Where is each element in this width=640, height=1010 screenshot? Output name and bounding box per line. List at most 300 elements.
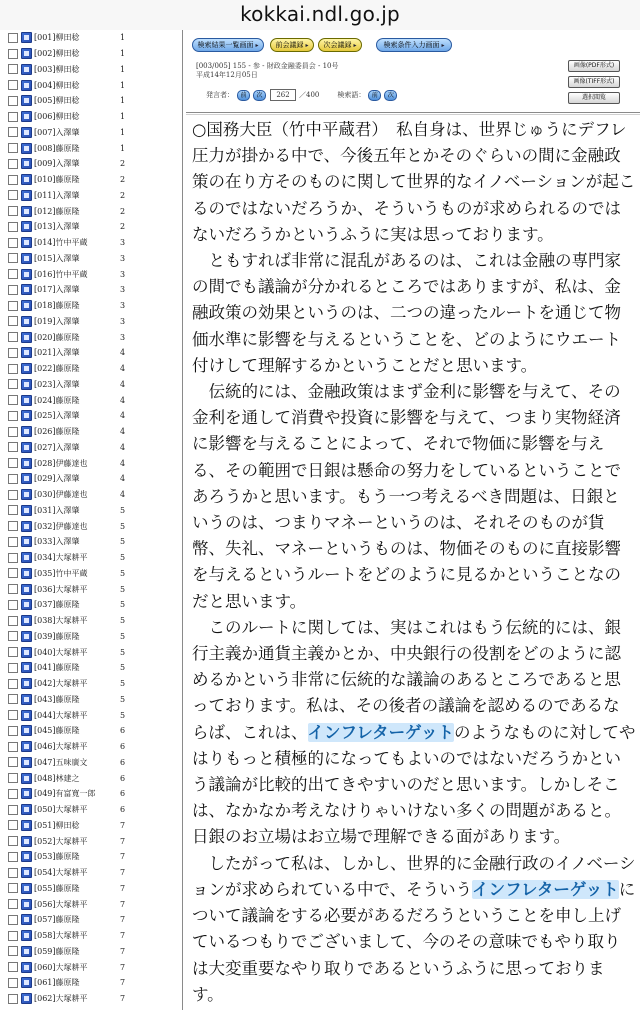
- speaker-list-item[interactable]: [0, 723, 182, 739]
- speaker-name[interactable]: [014]竹中平蔵: [34, 238, 88, 248]
- speaker-name[interactable]: [027]入澤肇: [34, 442, 80, 452]
- speaker-list-item[interactable]: [0, 266, 182, 282]
- speaker-checkbox[interactable]: [8, 836, 18, 846]
- speaker-checkbox[interactable]: [8, 694, 18, 704]
- select-view-button[interactable]: 選択閲覧: [568, 92, 620, 104]
- speaker-list-item[interactable]: [0, 944, 182, 960]
- speaker-name[interactable]: [053]藤原隆: [34, 852, 80, 862]
- speaker-checkbox[interactable]: [8, 490, 18, 500]
- speaker-list-item[interactable]: [0, 140, 182, 156]
- speaker-name[interactable]: [011]入澤肇: [34, 190, 80, 200]
- speaker-list-item[interactable]: [0, 408, 182, 424]
- speaker-checkbox[interactable]: [8, 584, 18, 594]
- speaker-list-item[interactable]: [0, 692, 182, 708]
- speaker-checkbox[interactable]: [8, 159, 18, 169]
- speaker-list-item[interactable]: [0, 235, 182, 251]
- document-icon[interactable]: [21, 694, 32, 705]
- document-icon[interactable]: [21, 536, 32, 547]
- document-icon[interactable]: [21, 190, 32, 201]
- document-icon[interactable]: [21, 836, 32, 847]
- speaker-page-number: 1: [120, 80, 126, 90]
- speaker-name[interactable]: [052]大塚耕平: [34, 836, 88, 846]
- speaker-list-item[interactable]: [0, 849, 182, 865]
- speaker-checkbox[interactable]: [8, 915, 18, 925]
- speaker-checkbox[interactable]: [8, 868, 18, 878]
- speaker-name[interactable]: [010]藤原隆: [34, 175, 80, 185]
- speaker-page-number: 5: [120, 505, 126, 515]
- speaker-checkbox[interactable]: [8, 710, 18, 720]
- speaker-checkbox[interactable]: [8, 127, 18, 137]
- speaker-name[interactable]: [048]林建之: [34, 773, 80, 783]
- document-icon[interactable]: [21, 426, 32, 437]
- speaker-checkbox[interactable]: [8, 190, 18, 200]
- speaker-checkbox[interactable]: [8, 805, 18, 815]
- speaker-list-item[interactable]: [0, 818, 182, 834]
- speaker-checkbox[interactable]: [8, 96, 18, 106]
- speaker-page-number: 4: [120, 348, 126, 358]
- speaker-name[interactable]: [024]藤原隆: [34, 395, 80, 405]
- speaker-name[interactable]: [056]大塚耕平: [34, 899, 88, 909]
- document-icon[interactable]: [21, 725, 32, 736]
- speaker-name[interactable]: [018]藤原隆: [34, 301, 80, 311]
- speaker-name[interactable]: [041]藤原隆: [34, 663, 80, 673]
- speaker-checkbox[interactable]: [8, 285, 18, 295]
- speaker-list-item[interactable]: [0, 755, 182, 771]
- speaker-checkbox[interactable]: [8, 757, 18, 767]
- speaker-list-item[interactable]: [0, 251, 182, 267]
- speaker-checkbox[interactable]: [8, 773, 18, 783]
- speaker-name[interactable]: [046]大塚耕平: [34, 742, 88, 752]
- speaker-checkbox[interactable]: [8, 726, 18, 736]
- speaker-name[interactable]: [049]有富寛一郎: [34, 789, 96, 799]
- speaker-name[interactable]: [007]入澤肇: [34, 127, 80, 137]
- speaker-list-item[interactable]: [0, 865, 182, 881]
- speaker-list-item[interactable]: [0, 534, 182, 550]
- document-icon[interactable]: [21, 757, 32, 768]
- speaker-checkbox[interactable]: [8, 332, 18, 342]
- speaker-name[interactable]: [060]大塚耕平: [34, 962, 88, 972]
- document-icon[interactable]: [21, 284, 32, 295]
- speaker-name[interactable]: [039]藤原隆: [34, 631, 80, 641]
- speaker-prev-button[interactable]: 前: [237, 90, 250, 101]
- speaker-name[interactable]: [012]藤原隆: [34, 206, 80, 216]
- pdf-image-button[interactable]: 画像(PDF形式): [568, 60, 620, 72]
- speaker-page-number: 6: [120, 757, 126, 767]
- speaker-name[interactable]: [051]柳田稔: [34, 820, 80, 830]
- speaker-checkbox[interactable]: [8, 411, 18, 421]
- speaker-name[interactable]: [059]藤原隆: [34, 946, 80, 956]
- speaker-list-item[interactable]: [0, 518, 182, 534]
- speaker-name[interactable]: [003]柳田稔: [34, 64, 80, 74]
- divider: [186, 112, 640, 115]
- document-icon[interactable]: [21, 946, 32, 957]
- search-conditions-button[interactable]: 検索条件入力画面 ▸: [376, 38, 452, 52]
- document-icon[interactable]: [21, 489, 32, 500]
- speaker-name[interactable]: [013]入澤肇: [34, 222, 80, 232]
- speaker-list-item[interactable]: [0, 109, 182, 125]
- document-icon[interactable]: [21, 788, 32, 799]
- speaker-list-item[interactable]: [0, 172, 182, 188]
- speaker-list-item[interactable]: [0, 881, 182, 897]
- speech-paragraph: [192, 615, 636, 851]
- document-icon[interactable]: [21, 773, 32, 784]
- speaker-checkbox[interactable]: [8, 679, 18, 689]
- speaker-list[interactable]: [0, 30, 183, 1010]
- speaker-checkbox[interactable]: [8, 553, 18, 563]
- speaker-list-item[interactable]: [0, 644, 182, 660]
- speaker-name[interactable]: [032]伊藤達也: [34, 521, 88, 531]
- speaker-list-item[interactable]: [0, 991, 182, 1007]
- speaker-name[interactable]: [038]大塚耕平: [34, 616, 88, 626]
- speaker-name[interactable]: [019]入澤肇: [34, 316, 80, 326]
- speaker-list-item[interactable]: [0, 487, 182, 503]
- speaker-list-item[interactable]: [0, 550, 182, 566]
- document-icon[interactable]: [21, 32, 32, 43]
- speaker-checkbox[interactable]: [8, 962, 18, 972]
- document-icon[interactable]: [21, 174, 32, 185]
- speaker-name[interactable]: [061]藤原隆: [34, 978, 80, 988]
- speaker-list-item[interactable]: [0, 62, 182, 78]
- document-icon[interactable]: [21, 143, 32, 154]
- speaker-list-item[interactable]: [0, 597, 182, 613]
- speaker-name[interactable]: [058]大塚耕平: [34, 931, 88, 941]
- speaker-name[interactable]: [008]藤原隆: [34, 143, 80, 153]
- speaker-name[interactable]: [025]入澤肇: [34, 411, 80, 421]
- document-icon[interactable]: [21, 95, 32, 106]
- speaker-page-number: 5: [120, 521, 126, 531]
- document-icon[interactable]: [21, 332, 32, 343]
- document-icon[interactable]: [21, 741, 32, 752]
- document-icon[interactable]: [21, 347, 32, 358]
- speaker-page-number: 2: [120, 190, 126, 200]
- speaker-list-item[interactable]: [0, 833, 182, 849]
- speaker-checkbox[interactable]: [8, 442, 18, 452]
- speaker-list-item[interactable]: [0, 46, 182, 62]
- document-icon[interactable]: [21, 977, 32, 988]
- document-icon[interactable]: [21, 253, 32, 264]
- document-icon[interactable]: [21, 442, 32, 453]
- speaker-list-item[interactable]: [0, 392, 182, 408]
- speaker-name[interactable]: [062]大塚耕平: [34, 994, 88, 1004]
- speaker-checkbox[interactable]: [8, 33, 18, 43]
- speaker-name[interactable]: [021]入澤肇: [34, 348, 80, 358]
- speaker-page-number: 4: [120, 458, 126, 468]
- speaker-name[interactable]: [022]藤原隆: [34, 364, 80, 374]
- document-icon[interactable]: [21, 80, 32, 91]
- document-icon[interactable]: [21, 615, 32, 626]
- speaker-list-item[interactable]: [0, 424, 182, 440]
- document-icon[interactable]: [21, 851, 32, 862]
- document-icon[interactable]: [21, 48, 32, 59]
- document-icon[interactable]: [21, 316, 32, 327]
- document-icon[interactable]: [21, 599, 32, 610]
- document-icon[interactable]: [21, 206, 32, 217]
- speaker-page-number: 5: [120, 679, 126, 689]
- speaker-name[interactable]: [029]入澤肇: [34, 474, 80, 484]
- speaker-list-item[interactable]: [0, 739, 182, 755]
- speaker-list-item[interactable]: [0, 928, 182, 944]
- speaker-name[interactable]: [054]大塚耕平: [34, 868, 88, 878]
- speaker-name[interactable]: [036]大塚耕平: [34, 584, 88, 594]
- speaker-name[interactable]: [023]入澤肇: [34, 379, 80, 389]
- document-icon[interactable]: [21, 552, 32, 563]
- speaker-checkbox[interactable]: [8, 931, 18, 941]
- speaker-list-item[interactable]: [0, 219, 182, 235]
- speaker-list-item[interactable]: [0, 203, 182, 219]
- speaker-checkbox[interactable]: [8, 568, 18, 578]
- document-icon[interactable]: [21, 237, 32, 248]
- speaker-page-number: 7: [120, 899, 126, 909]
- speaker-list-item[interactable]: [0, 959, 182, 975]
- speaker-checkbox[interactable]: [8, 379, 18, 389]
- speaker-list-item[interactable]: [0, 298, 182, 314]
- speaker-total: ／400: [299, 91, 320, 99]
- speaker-list-item[interactable]: [0, 377, 182, 393]
- speaker-name[interactable]: [005]柳田稔: [34, 96, 80, 106]
- speaker-page-number: 5: [120, 631, 126, 641]
- document-icon[interactable]: [21, 473, 32, 484]
- speaker-checkbox[interactable]: [8, 600, 18, 610]
- speaker-name[interactable]: [057]藤原隆: [34, 915, 80, 925]
- speaker-page-number: 1: [120, 64, 126, 74]
- speaker-checkbox[interactable]: [8, 505, 18, 515]
- speaker-page-number: 5: [120, 584, 126, 594]
- speaker-name[interactable]: [015]入澤肇: [34, 253, 80, 263]
- document-icon[interactable]: [21, 568, 32, 579]
- speaker-list-item[interactable]: [0, 282, 182, 298]
- speaker-list-item[interactable]: [0, 660, 182, 676]
- document-icon[interactable]: [21, 662, 32, 673]
- speaker-name[interactable]: [030]伊藤達也: [34, 490, 88, 500]
- speaker-list-item[interactable]: [0, 581, 182, 597]
- document-icon[interactable]: [21, 710, 32, 721]
- document-icon[interactable]: [21, 804, 32, 815]
- document-icon[interactable]: [21, 410, 32, 421]
- speaker-checkbox[interactable]: [8, 537, 18, 547]
- speaker-name[interactable]: [002]柳田稔: [34, 49, 80, 59]
- speaker-name[interactable]: [035]竹中平蔵: [34, 568, 88, 578]
- tiff-image-button[interactable]: 画像(TIFF形式): [568, 76, 620, 88]
- speaker-list-item[interactable]: [0, 629, 182, 645]
- speaker-next-button[interactable]: 次: [253, 90, 266, 101]
- document-icon[interactable]: [21, 899, 32, 910]
- speaker-page-number: 6: [120, 789, 126, 799]
- speaker-checkbox[interactable]: [8, 64, 18, 74]
- speaker-checkbox[interactable]: [8, 348, 18, 358]
- speaker-list-item[interactable]: [0, 93, 182, 109]
- speaker-name[interactable]: [009]入澤肇: [34, 159, 80, 169]
- document-icon[interactable]: [21, 820, 32, 831]
- speaker-page-number: 7: [120, 962, 126, 972]
- speaker-checkbox[interactable]: [8, 80, 18, 90]
- speaker-list-item[interactable]: [0, 77, 182, 93]
- speaker-list-item[interactable]: [0, 329, 182, 345]
- speaker-list-item[interactable]: [0, 125, 182, 141]
- speaker-name[interactable]: [006]柳田稔: [34, 112, 80, 122]
- document-icon[interactable]: [21, 678, 32, 689]
- document-icon[interactable]: [21, 914, 32, 925]
- speaker-checkbox[interactable]: [8, 647, 18, 657]
- document-icon[interactable]: [21, 127, 32, 138]
- document-icon[interactable]: [21, 647, 32, 658]
- speaker-page-number: 4: [120, 395, 126, 405]
- document-icon[interactable]: [21, 300, 32, 311]
- speaker-name[interactable]: [004]柳田稔: [34, 80, 80, 90]
- next-meeting-button[interactable]: 次会議録 ▸: [318, 38, 362, 52]
- document-icon[interactable]: [21, 379, 32, 390]
- speaker-list-item[interactable]: [0, 676, 182, 692]
- speaker-checkbox[interactable]: [8, 521, 18, 531]
- speaker-checkbox[interactable]: [8, 238, 18, 248]
- speaker-list-item[interactable]: [0, 314, 182, 330]
- speaker-list-item[interactable]: [0, 707, 182, 723]
- speaker-checkbox[interactable]: [8, 994, 18, 1004]
- speaker-checkbox[interactable]: [8, 206, 18, 216]
- speaker-name[interactable]: [055]藤原隆: [34, 883, 80, 893]
- speaker-list-item[interactable]: [0, 30, 182, 46]
- speaker-page-number: 5: [120, 553, 126, 563]
- speaker-list-item[interactable]: [0, 566, 182, 582]
- speaker-checkbox[interactable]: [8, 269, 18, 279]
- speaker-list-item[interactable]: [0, 455, 182, 471]
- speaker-checkbox[interactable]: [8, 631, 18, 641]
- speaker-name[interactable]: [017]入澤肇: [34, 285, 80, 295]
- speaker-list-item[interactable]: [0, 503, 182, 519]
- document-icon[interactable]: [21, 962, 32, 973]
- document-icon[interactable]: [21, 867, 32, 878]
- speaker-page-number: 4: [120, 379, 126, 389]
- speaker-name[interactable]: [026]藤原隆: [34, 427, 80, 437]
- document-icon[interactable]: [21, 111, 32, 122]
- speaker-page-number: 4: [120, 442, 126, 452]
- speaker-checkbox[interactable]: [8, 946, 18, 956]
- speaker-list-item[interactable]: [0, 802, 182, 818]
- document-icon[interactable]: [21, 363, 32, 374]
- speaker-number-input[interactable]: 262: [270, 89, 296, 101]
- speaker-page-number: 7: [120, 852, 126, 862]
- results-list-button[interactable]: 検索結果一覧画面 ▸: [192, 38, 264, 52]
- speaker-page-number: 7: [120, 994, 126, 1004]
- speaker-list-item[interactable]: [0, 613, 182, 629]
- speaker-page-number: 7: [120, 820, 126, 830]
- address-bar[interactable]: [0, 0, 640, 30]
- speaker-checkbox[interactable]: [8, 616, 18, 626]
- speaker-page-number: 7: [120, 868, 126, 878]
- speaker-page-number: 3: [120, 253, 126, 263]
- speaker-checkbox[interactable]: [8, 883, 18, 893]
- keyword-next-button[interactable]: 次: [384, 90, 397, 101]
- speaker-page-number: 7: [120, 931, 126, 941]
- speaker-name[interactable]: [033]入澤肇: [34, 537, 80, 547]
- speaker-page-number: 2: [120, 159, 126, 169]
- speaker-list-item[interactable]: [0, 345, 182, 361]
- speaker-checkbox[interactable]: [8, 364, 18, 374]
- speaker-name[interactable]: [043]藤原隆: [34, 694, 80, 704]
- document-icon[interactable]: [21, 64, 32, 75]
- speaker-checkbox[interactable]: [8, 316, 18, 326]
- document-icon[interactable]: [21, 505, 32, 516]
- document-icon[interactable]: [21, 395, 32, 406]
- speaker-name[interactable]: [020]藤原隆: [34, 332, 80, 342]
- document-icon[interactable]: [21, 930, 32, 941]
- speaker-checkbox[interactable]: [8, 253, 18, 263]
- speaker-page-number: 7: [120, 915, 126, 925]
- speaker-page-number: 6: [120, 726, 126, 736]
- speaker-name[interactable]: [001]柳田稔: [34, 33, 80, 43]
- speaker-list-item[interactable]: [0, 912, 182, 928]
- keyword-prev-button[interactable]: 前: [368, 90, 381, 101]
- speaker-name[interactable]: [044]大塚耕平: [34, 710, 88, 720]
- prev-meeting-button[interactable]: 前会議録 ▸: [270, 38, 314, 52]
- speaker-page-number: 3: [120, 332, 126, 342]
- document-icon[interactable]: [21, 883, 32, 894]
- speaker-list-item[interactable]: [0, 440, 182, 456]
- document-icon[interactable]: [21, 458, 32, 469]
- speaker-checkbox[interactable]: [8, 742, 18, 752]
- speaker-name[interactable]: [047]五味廣文: [34, 757, 88, 767]
- document-icon[interactable]: [21, 521, 32, 532]
- speaker-checkbox[interactable]: [8, 458, 18, 468]
- document-icon[interactable]: [21, 631, 32, 642]
- speaker-list-item[interactable]: [0, 896, 182, 912]
- speaker-checkbox[interactable]: [8, 789, 18, 799]
- speaker-name[interactable]: [037]藤原隆: [34, 600, 80, 610]
- speaker-name[interactable]: [034]大塚耕平: [34, 553, 88, 563]
- speaker-page-number: 5: [120, 568, 126, 578]
- speaker-list-item[interactable]: [0, 361, 182, 377]
- document-icon[interactable]: [21, 221, 32, 232]
- speaker-checkbox[interactable]: [8, 820, 18, 830]
- speaker-list-item[interactable]: [0, 471, 182, 487]
- speaker-checkbox[interactable]: [8, 899, 18, 909]
- speaker-page-number: 3: [120, 301, 126, 311]
- speaker-label: 発言者：: [206, 91, 234, 99]
- speaker-list-item[interactable]: [0, 188, 182, 204]
- speaker-page-number: 4: [120, 490, 126, 500]
- speaker-checkbox[interactable]: [8, 978, 18, 988]
- document-icon[interactable]: [21, 584, 32, 595]
- speaker-name[interactable]: [040]大塚耕平: [34, 647, 88, 657]
- speaker-checkbox[interactable]: [8, 427, 18, 437]
- speaker-checkbox[interactable]: [8, 222, 18, 232]
- speaker-page-number: 4: [120, 411, 126, 421]
- speaker-checkbox[interactable]: [8, 301, 18, 311]
- speaker-checkbox[interactable]: [8, 143, 18, 153]
- speaker-page-number: 1: [120, 127, 126, 137]
- speaker-name[interactable]: [042]大塚耕平: [34, 679, 88, 689]
- speaker-name[interactable]: [031]入澤肇: [34, 505, 80, 515]
- speaker-name[interactable]: [050]大塚耕平: [34, 805, 88, 815]
- speaker-list-item[interactable]: [0, 770, 182, 786]
- speaker-checkbox[interactable]: [8, 112, 18, 122]
- speaker-checkbox[interactable]: [8, 49, 18, 59]
- speaker-checkbox[interactable]: [8, 852, 18, 862]
- document-icon[interactable]: [21, 158, 32, 169]
- speaker-checkbox[interactable]: [8, 395, 18, 405]
- speaker-page-number: 7: [120, 836, 126, 846]
- speaker-checkbox[interactable]: [8, 474, 18, 484]
- document-icon[interactable]: [21, 993, 32, 1004]
- speaker-list-item[interactable]: [0, 786, 182, 802]
- speaker-name[interactable]: [016]竹中平蔵: [34, 269, 88, 279]
- speaker-checkbox[interactable]: [8, 175, 18, 185]
- speaker-list-item[interactable]: [0, 975, 182, 991]
- speaker-name[interactable]: [028]伊藤達也: [34, 458, 88, 468]
- speaker-name[interactable]: [045]藤原隆: [34, 726, 80, 736]
- speaker-list-item[interactable]: [0, 156, 182, 172]
- document-icon[interactable]: [21, 269, 32, 280]
- speaker-checkbox[interactable]: [8, 663, 18, 673]
